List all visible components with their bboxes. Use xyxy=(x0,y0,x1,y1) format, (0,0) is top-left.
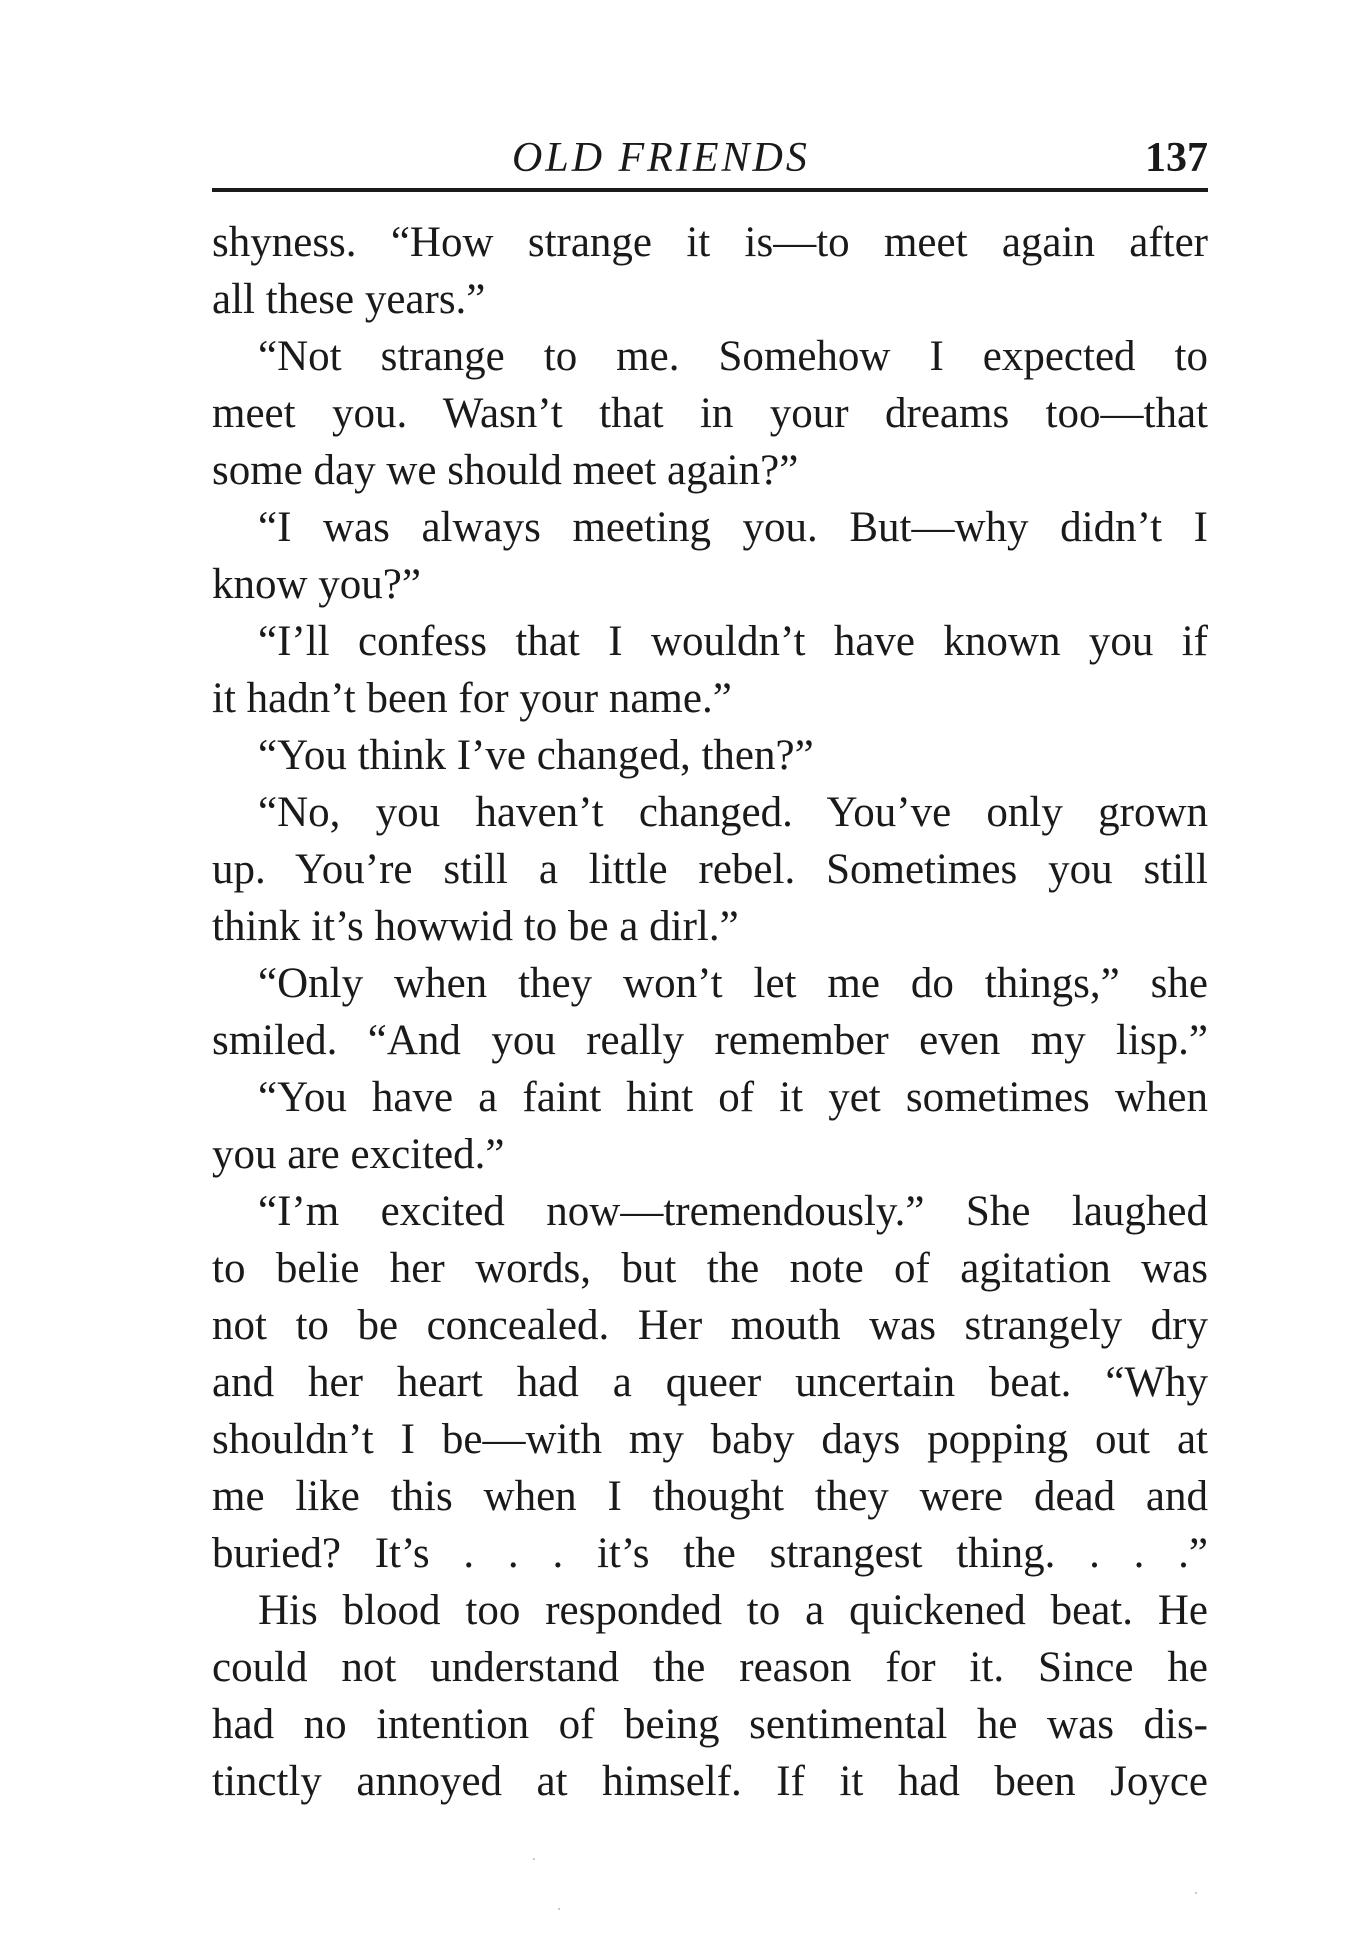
text-line: “No, you haven’t changed. You’ve only grown xyxy=(258,789,1208,836)
text-line: think it’s howwid to be a dirl.” xyxy=(212,903,739,950)
text-line: could not understand the reason for it. Since he xyxy=(212,1644,1208,1691)
text-line: “You think I’ve changed, then?” xyxy=(258,732,814,779)
text-line: you are excited.” xyxy=(212,1131,505,1178)
text-line: His blood too responded to a quickened beat. He xyxy=(258,1587,1208,1634)
text-line: had no intention of being sentimental he was dis- xyxy=(212,1701,1208,1748)
text-line: me like this when I thought they were dead and xyxy=(212,1473,1208,1520)
body-text xyxy=(212,214,1208,1810)
text-line: shyness. “How strange it is—to meet again after xyxy=(212,219,1208,266)
text-line: “You have a faint hint of it yet sometimes when xyxy=(258,1074,1208,1121)
text-line: some day we should meet again?” xyxy=(212,447,799,494)
text-line: smiled. “And you really remember even my lisp.” xyxy=(212,1017,1208,1064)
header-rule xyxy=(212,188,1208,192)
text-line: all these years.” xyxy=(212,276,486,323)
text-line: buried? It’s . . . it’s the strangest thing. . . .” xyxy=(212,1530,1208,1577)
text-line: know you?” xyxy=(212,561,421,608)
text-line: tinctly annoyed at himself. If it had been Joyce xyxy=(212,1758,1208,1805)
running-head xyxy=(212,128,1208,188)
text-line: not to be concealed. Her mouth was strangely dry xyxy=(212,1302,1208,1349)
text-line: shouldn’t I be—with my baby days popping out at xyxy=(212,1416,1208,1463)
text-line: meet you. Wasn’t that in your dreams too—that xyxy=(212,390,1208,437)
text-line: to belie her words, but the note of agitation was xyxy=(212,1245,1208,1292)
text-line: “I was always meeting you. But—why didn’t I xyxy=(258,504,1208,551)
text-line: “Only when they won’t let me do things,” she xyxy=(258,960,1208,1007)
running-title: OLD FRIENDS xyxy=(512,135,810,181)
text-line: “I’ll confess that I wouldn’t have known you if xyxy=(258,618,1208,665)
text-line: up. You’re still a little rebel. Sometimes you still xyxy=(212,846,1208,893)
text-line: and her heart had a queer uncertain beat. “Why xyxy=(212,1359,1208,1406)
paper-speck xyxy=(533,1858,535,1860)
text-line: “Not strange to me. Somehow I expected to xyxy=(258,333,1208,380)
text-line: it hadn’t been for your name.” xyxy=(212,675,732,722)
text-line: “I’m excited now—tremendously.” She laughed xyxy=(258,1188,1208,1235)
page-number: 137 xyxy=(1145,135,1208,181)
paper-speck xyxy=(558,1908,560,1910)
paper-speck xyxy=(1195,1892,1197,1894)
